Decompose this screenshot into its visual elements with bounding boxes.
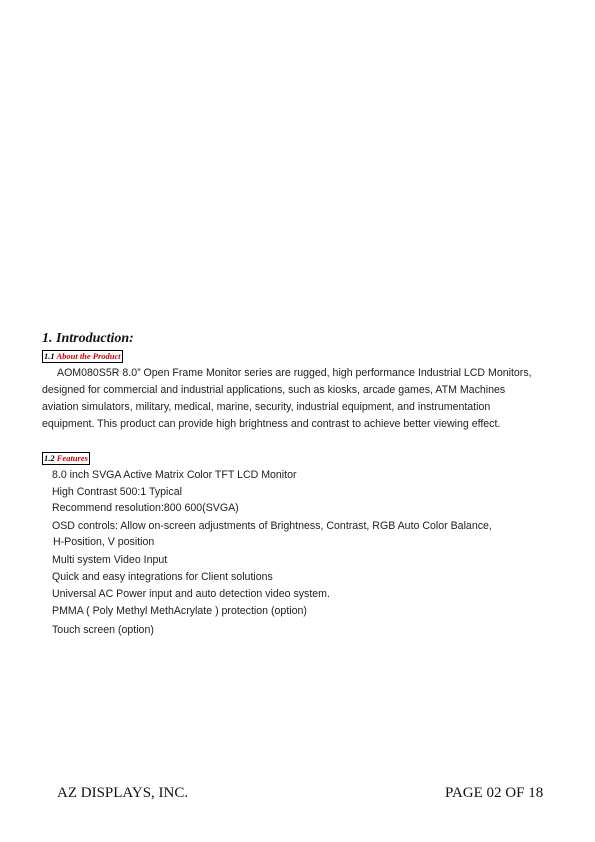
footer-page-number: PAGE 02 OF 18 [445,785,544,801]
feature-item: High Contrast 500:1 Typical [52,486,182,498]
feature-item: Recommend resolution:800 600(SVGA) [52,502,239,514]
feature-item: Quick and easy integrations for Client solutions [52,571,273,583]
about-line: aviation simulators, military, medical, marine, security, industrial equipment, and instrumentation [42,401,491,413]
about-heading-number: 1.1 [44,351,55,361]
about-line: equipment. This product can provide high brightness and contrast to achieve better viewing effect. [42,418,501,430]
features-heading-number: 1.2 [44,453,55,463]
feature-item: H-Position, V position [53,536,155,548]
section-title: 1. Introduction: [42,331,134,346]
feature-item: Multi system Video Input [52,554,168,566]
features-heading-text: Features [56,453,88,463]
feature-item: OSD controls: Allow on-screen adjustments of Brightness, Contrast, RGB Auto Color Balance, [52,520,492,532]
feature-item: Touch screen (option) [52,624,154,636]
feature-item: PMMA ( Poly Methyl MethAcrylate ) protection (option) [52,605,307,617]
footer-company: AZ DISPLAYS, INC. [57,785,189,801]
about-heading [42,350,123,363]
about-heading-text: About the Product [56,351,121,361]
about-line: designed for commercial and industrial applications, such as kiosks, arcade games, ATM Machines [42,384,506,396]
about-paragraph [42,365,557,433]
feature-item: 8.0 inch SVGA Active Matrix Color TFT LCD Monitor [52,469,297,481]
about-line: AOM080S5R 8.0” Open Frame Monitor series are rugged, high performance Industrial LCD Monitors, [57,367,532,379]
feature-item: Universal AC Power input and auto detection video system. [52,588,330,600]
features-heading [42,452,90,465]
